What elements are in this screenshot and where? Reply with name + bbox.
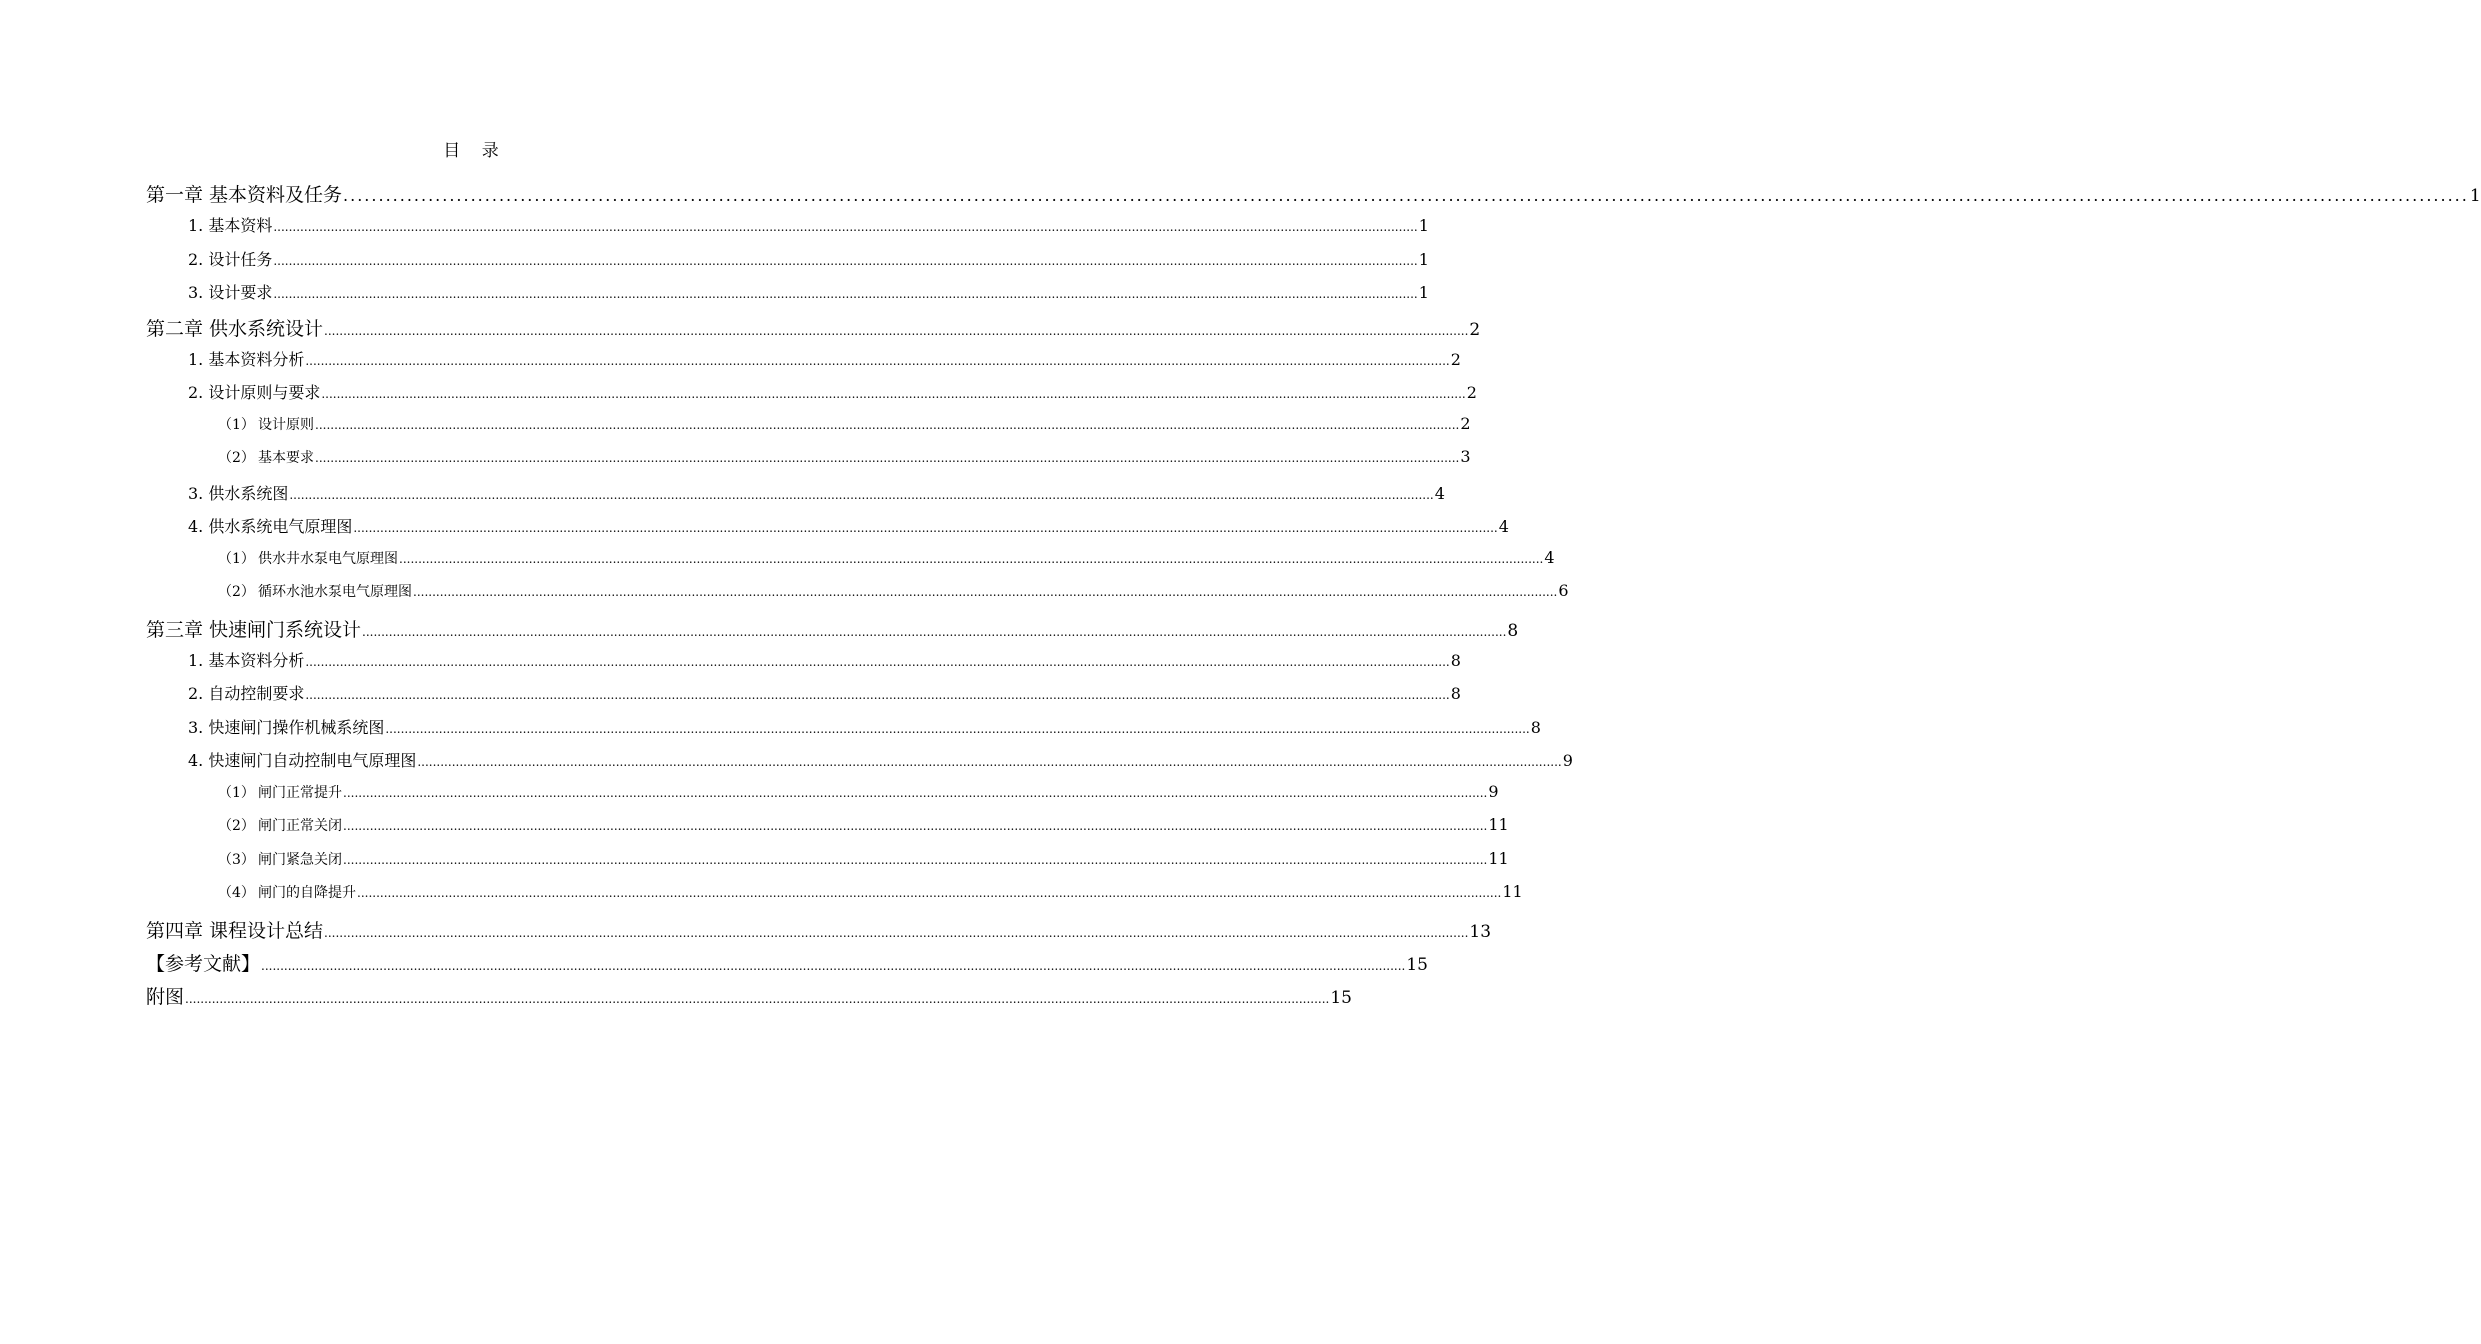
toc-entry[interactable]: [146, 615, 1519, 648]
toc-leader-dots: ............................................................................................................................................................................................................................................................................................................: [417, 755, 1562, 769]
toc-entry[interactable]: [146, 213, 1429, 247]
toc-entry[interactable]: [146, 748, 1573, 782]
toc-entry[interactable]: [146, 413, 1471, 448]
toc-entry-label: [218, 581, 412, 601]
toc-leader-dots: ............................................................................................................................................................................................................................................................................................................: [324, 925, 1469, 940]
toc-leader-dots: ............................................................................................................................................................................................................................................................................................................: [385, 721, 1530, 736]
toc-leader-dots: ............................................................................................................................................................................................................................................................................................................: [273, 220, 1418, 234]
toc-entry[interactable]: [146, 380, 1477, 414]
toc-entry-number: （1）: [218, 784, 255, 801]
toc-entry-number: （3）: [218, 851, 255, 868]
toc-entry[interactable]: [146, 314, 1481, 347]
toc-entry-label: 3. 设计要求: [188, 283, 273, 302]
toc-entry-text: 闸门正常关闭: [258, 818, 342, 834]
toc-entry-label: 4. 快速闸门自动控制电气原理图: [188, 751, 417, 770]
toc-leader-dots: ............................................................................................................................................................................................................................................................................................................: [321, 387, 1466, 401]
toc-entry[interactable]: [146, 949, 1428, 982]
toc-page-number: 1: [1418, 283, 1429, 302]
toc-title: 目 录: [443, 141, 507, 161]
toc-entry[interactable]: [146, 982, 1352, 1015]
toc-entry-text: 闸门正常提升: [258, 784, 342, 801]
toc-leader-dots: ............................................................................................................................................................................................................................................................................................................: [353, 521, 1498, 535]
toc-entry-label: 1. 基本资料分析: [188, 349, 305, 369]
toc-entry-label: 3. 快速闸门操作机械系统图: [188, 717, 385, 737]
toc-page-number: 4: [1544, 547, 1555, 567]
toc-page-number: 2: [1469, 319, 1481, 340]
toc-entry[interactable]: [146, 180, 2481, 213]
toc-entry-text: 设计原则: [258, 416, 314, 433]
toc-page-number: 8: [1530, 717, 1541, 737]
toc-entry-number: （2）: [218, 818, 255, 834]
toc-leader-dots: ............................................................................................................................................................................................................................................................................................................: [315, 451, 1460, 465]
toc-entry-label: 【参考文献】: [146, 952, 261, 975]
toc-entry-label: 第一章 基本资料及任务: [146, 184, 343, 206]
toc-leader-dots: ............................................................................................................................................................................................................................................................................................................: [315, 417, 1460, 432]
toc-entry-label: 2. 自动控制要求: [188, 684, 305, 703]
toc-entry-number: （1）: [218, 550, 255, 567]
toc-leader-dots: ............................................................................................................................................................................................................................................................................................................: [261, 958, 1406, 973]
toc-entry-text: 闸门的自降提升: [258, 885, 356, 901]
toc-entry-label: 3. 供水系统图: [188, 483, 289, 503]
toc-entry-label: 1. 基本资料分析: [188, 650, 305, 670]
toc-leader-dots: ............................................................................................................................................................................................................................................................................................................: [305, 688, 1450, 702]
toc-leader-dots: ............................................................................................................................................................................................................................................................................................................: [289, 487, 1434, 502]
toc-entry[interactable]: [146, 715, 1541, 749]
toc-page-number: 6: [1558, 581, 1569, 600]
toc-entry[interactable]: [146, 815, 1509, 849]
toc-leader-dots: ............................................................................................................................................................................................................................................................................................................: [357, 886, 1502, 900]
toc-page-number: 4: [1498, 517, 1509, 536]
toc-entry-text: 循环水池水泵电气原理图: [258, 584, 412, 600]
toc-entry-text: 基本要求: [258, 450, 314, 466]
toc-page-number: 11: [1488, 848, 1509, 868]
toc-entry-label: 2. 设计任务: [188, 249, 273, 269]
toc-page-number: 8: [1450, 650, 1461, 670]
toc-entry[interactable]: [146, 648, 1461, 682]
toc-leader-dots: ............................................................................................................................................................................................................................................................................................................: [399, 551, 1544, 566]
toc-page-number: 3: [1460, 447, 1471, 466]
toc-entry[interactable]: [146, 848, 1509, 883]
toc-page-number: 11: [1502, 882, 1523, 901]
toc-entry-label: 附图: [146, 985, 185, 1008]
toc-page-number: 9: [1488, 781, 1499, 801]
toc-leader-dots: ............................................................................................................................................................................................................................................................................................................: [185, 991, 1330, 1006]
toc-entry[interactable]: [146, 347, 1461, 381]
toc-page-number: 15: [1330, 987, 1352, 1008]
toc-entry[interactable]: [146, 547, 1555, 582]
toc-page-number: 4: [1434, 483, 1445, 503]
toc-leader-dots: ............................................................................................................................................................................................................................................................................................................: [273, 287, 1418, 301]
toc-entry-label: [218, 414, 314, 434]
toc-entry[interactable]: [146, 280, 1429, 314]
table-of-contents: [146, 180, 2481, 1015]
toc-page-number: 11: [1488, 815, 1509, 834]
toc-page-number: 2: [1460, 413, 1471, 433]
toc-entry-label: [218, 849, 342, 869]
toc-page-number: 8: [1450, 684, 1461, 703]
toc-entry[interactable]: [146, 514, 1509, 548]
toc-entry-label: [218, 882, 356, 902]
toc-leader-dots: ............................................................................................................................................................................................................................................................................................................: [324, 323, 1469, 338]
toc-entry-label: 2. 设计原则与要求: [188, 383, 321, 402]
toc-entry-label: 第四章 课程设计总结: [146, 919, 324, 942]
toc-entry[interactable]: [146, 581, 1569, 615]
toc-entry-number: （4）: [218, 885, 255, 901]
toc-entry[interactable]: [146, 447, 1471, 481]
toc-entry[interactable]: [146, 916, 1492, 949]
toc-entry-label: [218, 815, 342, 835]
toc-page-number: 8: [1507, 620, 1519, 641]
toc-entry-number: （2）: [218, 450, 255, 466]
toc-page-number: 15: [1406, 954, 1428, 975]
toc-entry-text: 闸门紧急关闭: [258, 851, 342, 868]
toc-entry[interactable]: [146, 781, 1499, 816]
toc-page-number: 1: [2469, 186, 2481, 206]
toc-entry-label: [218, 782, 342, 802]
toc-entry[interactable]: [146, 681, 1461, 715]
toc-entry-number: （1）: [218, 416, 255, 433]
toc-page-number: 2: [1450, 349, 1461, 369]
toc-leader-dots: ............................................................................................................................................................................................................................................................................................................: [343, 852, 1488, 867]
toc-leader-dots: ............................................................................................................................................................................................................................................................................................................: [362, 624, 1507, 639]
toc-leader-dots: ............................................................................................................................................................................................................................................................................................................: [413, 585, 1558, 599]
toc-page-number: 2: [1466, 383, 1477, 402]
toc-entry-label: 4. 供水系统电气原理图: [188, 517, 353, 536]
toc-entry[interactable]: [146, 481, 1445, 515]
toc-entry-label: [218, 447, 314, 467]
toc-leader-dots: ............................................................................................................................................................................................................................................................................................................: [273, 253, 1418, 268]
toc-page-number: 1: [1418, 216, 1429, 235]
toc-entry-number: （2）: [218, 584, 255, 600]
toc-leader-dots: ............................................................................................................................................................................................................................................................................................................: [305, 654, 1450, 669]
toc-entry-label: 1. 基本资料: [188, 216, 273, 235]
toc-leader-dots: ............................................................................................................................................................................................................................................................................................................: [343, 186, 2469, 205]
toc-leader-dots: ............................................................................................................................................................................................................................................................................................................: [305, 353, 1450, 368]
toc-entry[interactable]: [146, 882, 1523, 916]
toc-entry-label: [218, 548, 398, 568]
toc-entry-text: 供水井水泵电气原理图: [258, 550, 398, 567]
toc-page-number: 13: [1469, 921, 1492, 942]
toc-entry-label: 第二章 供水系统设计: [146, 317, 324, 340]
toc-leader-dots: ............................................................................................................................................................................................................................................................................................................: [343, 785, 1488, 800]
toc-page-number: 9: [1562, 751, 1573, 770]
toc-page-number: 1: [1418, 249, 1429, 269]
toc-entry[interactable]: [146, 247, 1429, 281]
toc-entry-label: 第三章 快速闸门系统设计: [146, 618, 362, 641]
toc-leader-dots: ............................................................................................................................................................................................................................................................................................................: [343, 819, 1488, 833]
